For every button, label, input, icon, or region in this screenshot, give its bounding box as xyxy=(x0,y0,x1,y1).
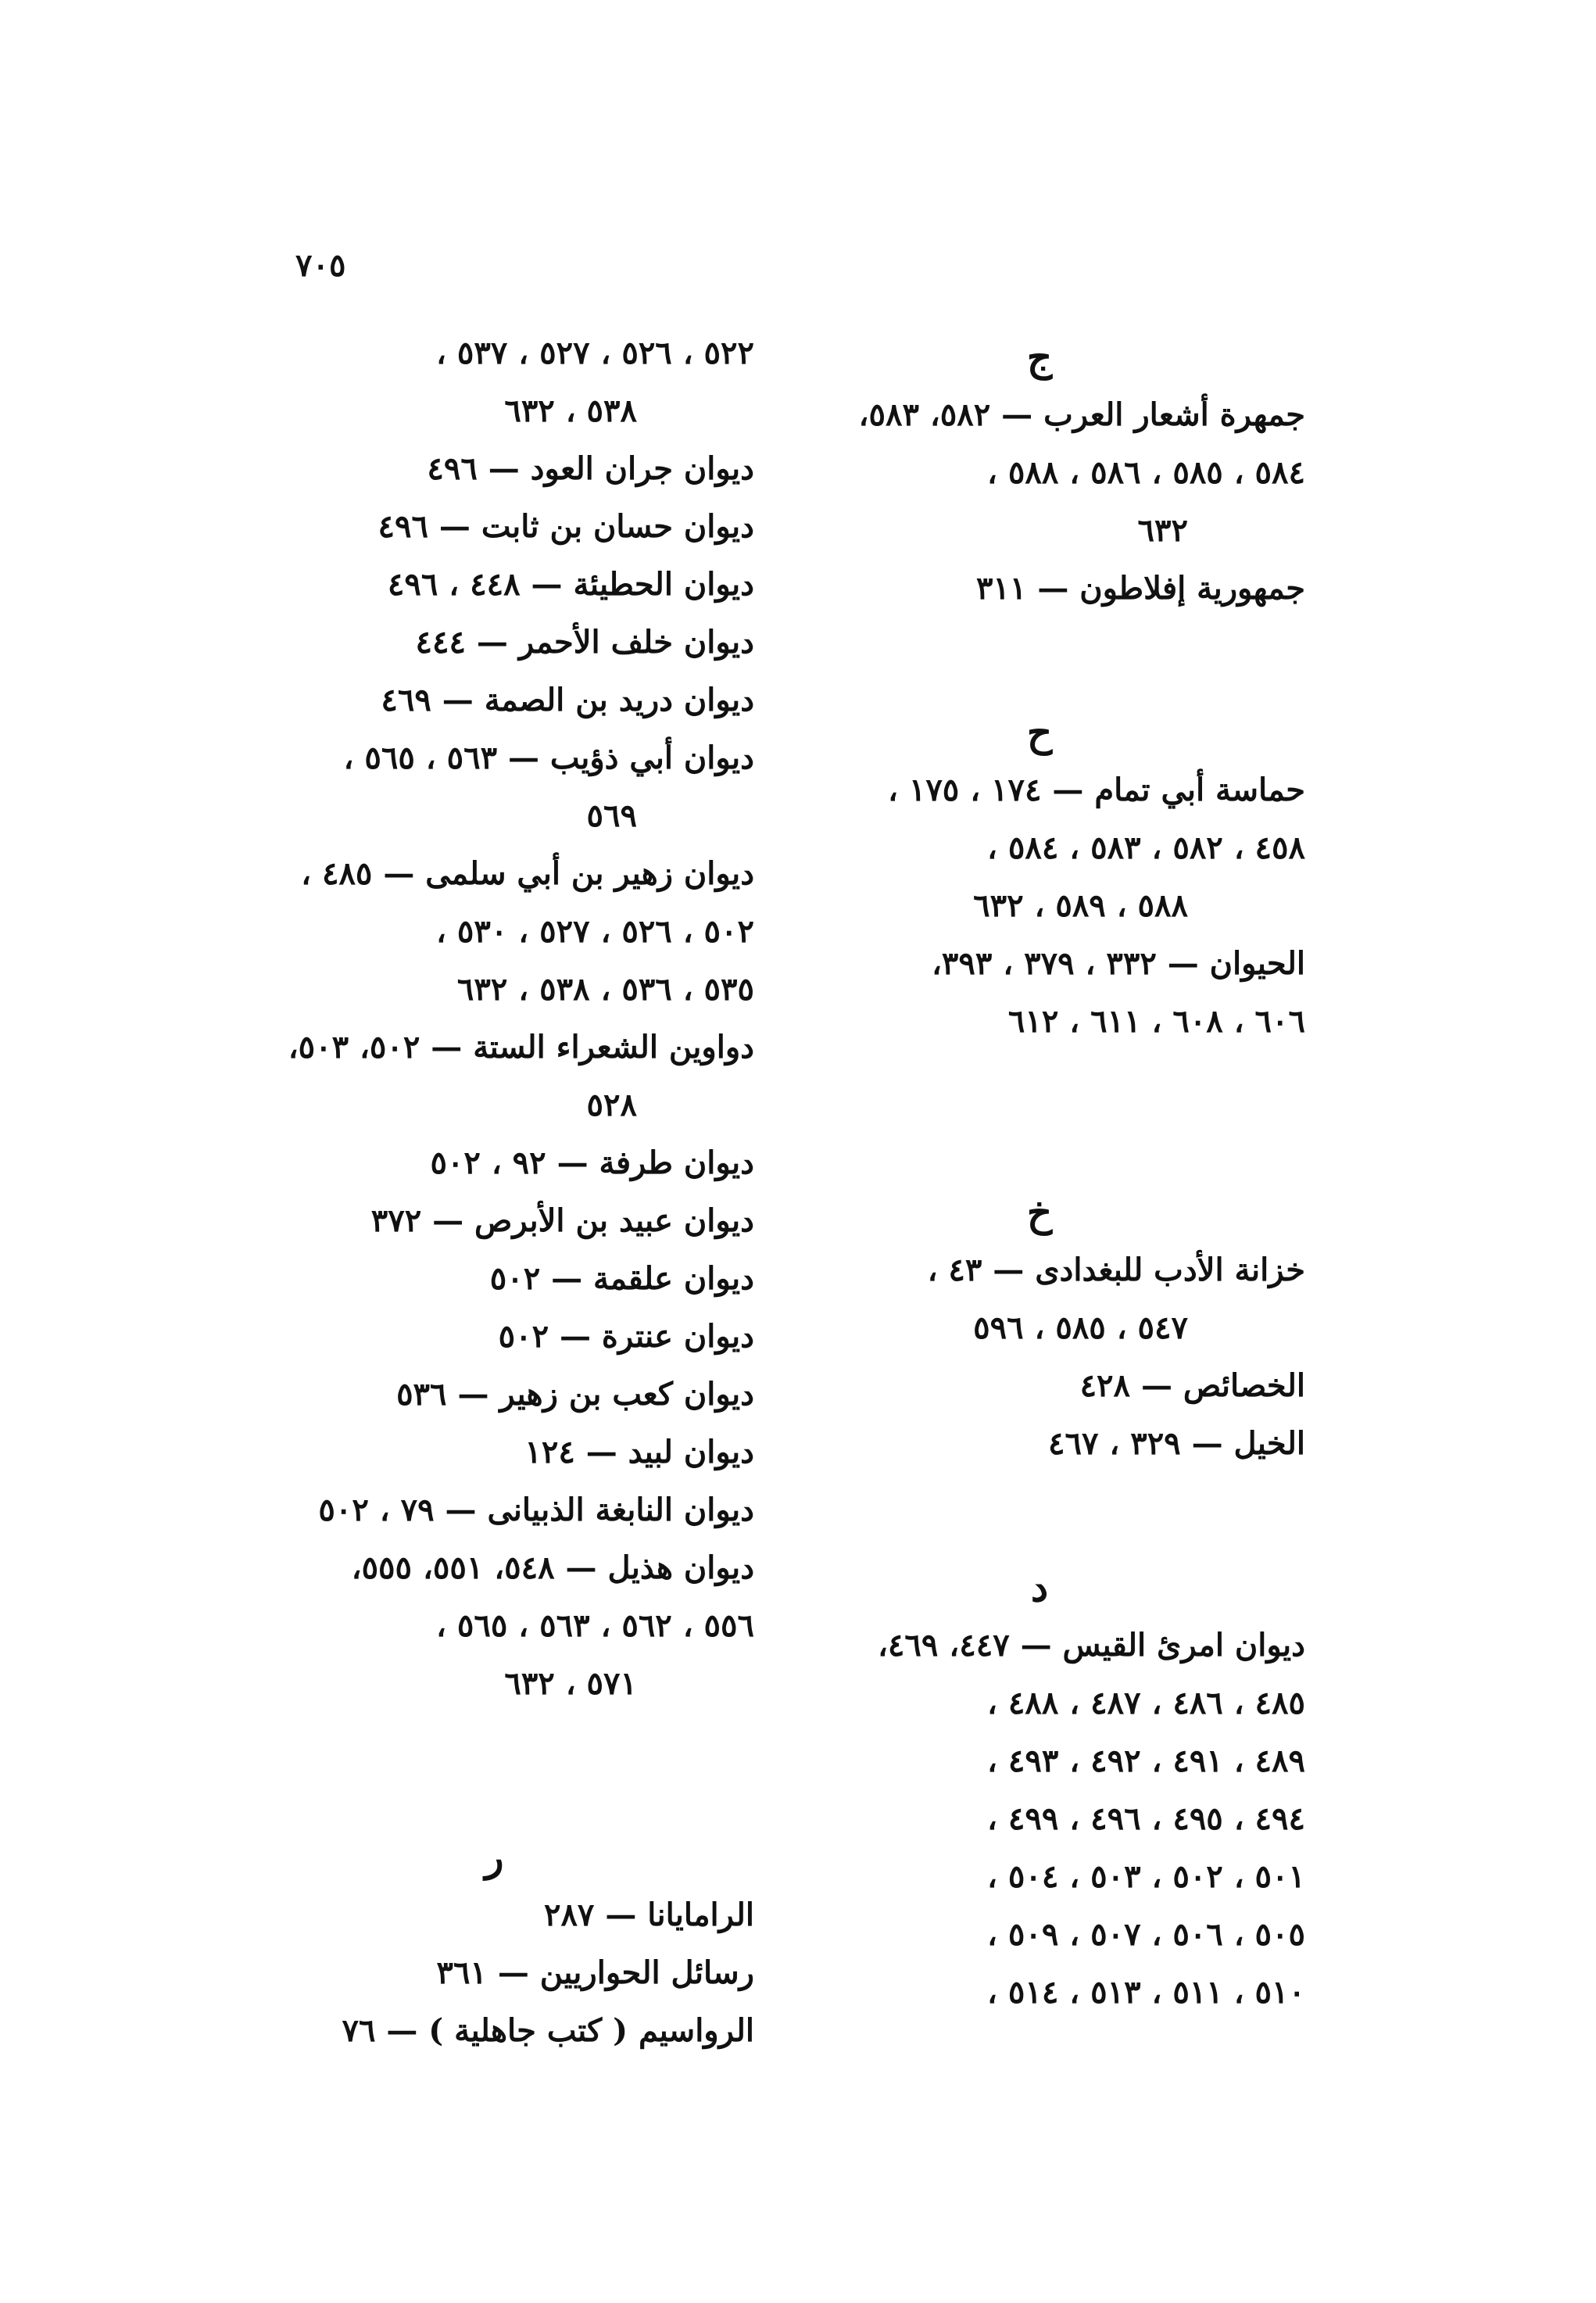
index-entry-line: ديوان طرفة — ٩٢ ، ٥٠٢ xyxy=(430,1144,754,1181)
index-entry-line: ديوان عبيد بن الأبرص — ٣٧٢ xyxy=(370,1202,754,1239)
index-section xyxy=(821,328,1305,618)
index-entry-line: ٤٩٤ ، ٤٩٥ ، ٤٩٦ ، ٤٩٩ ، xyxy=(987,1800,1305,1837)
right-column xyxy=(821,328,1305,2022)
section-letter-heading: ج xyxy=(1026,334,1053,380)
index-entry-line: ٥٠٢ ، ٥٢٦ ، ٥٢٧ ، ٥٣٠ ، xyxy=(436,913,754,950)
section-spacer xyxy=(281,1713,754,1828)
index-entry-line: خزانة الأدب للبغدادى — ٤٣ ، xyxy=(927,1252,1305,1288)
index-entry-line: ٤٨٩ ، ٤٩١ ، ٤٩٢ ، ٤٩٣ ، xyxy=(987,1742,1305,1779)
index-entry-line: ديوان الحطيئة — ٤٤٨ ، ٤٩٦ xyxy=(387,566,754,603)
index-section xyxy=(821,704,1305,1051)
index-entry-line: الخيل — ٣٢٩ ، ٤٦٧ xyxy=(1047,1425,1305,1462)
index-entry-line: جمهورية إفلاطون — ٣١١ xyxy=(975,570,1305,607)
index-entry-line: ٥٤٧ ، ٥٨٥ ، ٥٩٦ xyxy=(973,1309,1188,1346)
index-section xyxy=(821,1184,1305,1473)
index-entry-line: ٥٦٩ xyxy=(586,797,637,834)
index-entry-line: ديوان عنترة — ٥٠٢ xyxy=(498,1318,754,1355)
page-number: ٧٠٥ xyxy=(295,247,346,284)
section-letter-heading: د xyxy=(1030,1564,1049,1610)
section-spacer xyxy=(821,1051,1305,1184)
index-entry-line: ديوان لبيد — ١٢٤ xyxy=(524,1434,754,1470)
index-entry-line: ٦٠٦ ، ٦٠٨ ، ٦١١ ، ٦١٢ xyxy=(1007,1003,1305,1040)
index-entry-line: الخصائص — ٤٢٨ xyxy=(1079,1367,1305,1404)
index-entry-line: الرامايانا — ٢٨٧ xyxy=(543,1896,754,1933)
index-entry-line: ديوان كعب بن زهير — ٥٣٦ xyxy=(396,1376,754,1413)
index-entry-line: ٥٣٥ ، ٥٣٦ ، ٥٣٨ ، ٦٣٢ xyxy=(456,971,754,1008)
left-column xyxy=(281,324,754,2060)
index-entry-line: رسائل الحواريين — ٣٦١ xyxy=(436,1954,754,1991)
index-entry-line: ٤٨٥ ، ٤٨٦ ، ٤٨٧ ، ٤٨٨ ، xyxy=(987,1685,1305,1721)
index-entry-line: الحيوان — ٣٣٢ ، ٣٧٩ ، ٣٩٣، xyxy=(931,945,1305,982)
index-entry-line: ديوان زهير بن أبي سلمى — ٤٨٥ ، xyxy=(301,855,754,892)
index-entry-line: الرواسيم ( كتب جاهلية ) — ٧٦ xyxy=(342,2012,754,2049)
index-entry-line: ديوان النابغة الذبيانى — ٧٩ ، ٥٠٢ xyxy=(318,1492,754,1528)
section-spacer xyxy=(821,1473,1305,1559)
section-letter-heading: ح xyxy=(1026,709,1053,755)
index-entry-line: ٥٣٨ ، ٦٣٢ xyxy=(504,392,637,429)
index-entry-line: ٥١٠ ، ٥١١ ، ٥١٣ ، ٥١٤ ، xyxy=(987,1974,1305,2011)
index-entry-line: ديوان خلف الأحمر — ٤٤٤ xyxy=(415,624,754,661)
index-entry-line: ديوان حسان بن ثابت — ٤٩٦ xyxy=(378,508,754,545)
index-section xyxy=(281,1828,754,2060)
index-entry-line: دواوين الشعراء الستة — ٥٠٢، ٥٠٣، xyxy=(288,1029,754,1066)
index-entry-line: ٥٢٢ ، ٥٢٦ ، ٥٢٧ ، ٥٣٧ ، xyxy=(436,335,754,371)
index-entry-line: ٥٥٦ ، ٥٦٢ ، ٥٦٣ ، ٥٦٥ ، xyxy=(436,1607,754,1644)
index-entry-line: ديوان دريد بن الصمة — ٤٦٩ xyxy=(381,682,754,718)
index-entry-line: ٥٢٨ xyxy=(586,1087,637,1123)
index-entry-line: ٤٥٨ ، ٥٨٢ ، ٥٨٣ ، ٥٨٤ ، xyxy=(987,829,1305,866)
index-entry-line: ٦٣٢ xyxy=(1137,512,1188,549)
index-entry-line: ديوان أبي ذؤيب — ٥٦٣ ، ٥٦٥ ، xyxy=(343,740,754,776)
index-entry-line: ٥٨٨ ، ٥٨٩ ، ٦٣٢ xyxy=(973,887,1188,924)
index-entry-line: ٥٠٥ ، ٥٠٦ ، ٥٠٧ ، ٥٠٩ ، xyxy=(987,1916,1305,1953)
index-entry-line: ٥٨٤ ، ٥٨٥ ، ٥٨٦ ، ٥٨٨ ، xyxy=(987,454,1305,491)
index-entry-line: ديوان امرئ القيس — ٤٤٧، ٤٦٩، xyxy=(878,1627,1305,1664)
index-entry-line: حماسة أبي تمام — ١٧٤ ، ١٧٥ ، xyxy=(887,772,1305,808)
index-entry-line: ديوان علقمة — ٥٠٢ xyxy=(489,1260,754,1297)
index-entry-line: جمهرة أشعار العرب — ٥٨٢، ٥٨٣، xyxy=(858,396,1305,433)
index-entry-line: ٥٧١ ، ٦٣٢ xyxy=(504,1665,637,1702)
section-letter-heading: ر xyxy=(485,1834,504,1880)
index-section xyxy=(821,1559,1305,2022)
section-spacer xyxy=(821,618,1305,704)
index-entry-line: ديوان هذيل — ٥٤٨، ٥٥١، ٥٥٥، xyxy=(351,1549,754,1586)
index-entry-line: ديوان جران العود — ٤٩٦ xyxy=(427,450,754,487)
index-entry-line: ٥٠١ ، ٥٠٢ ، ٥٠٣ ، ٥٠٤ ، xyxy=(987,1858,1305,1895)
section-letter-heading: خ xyxy=(1026,1189,1053,1235)
